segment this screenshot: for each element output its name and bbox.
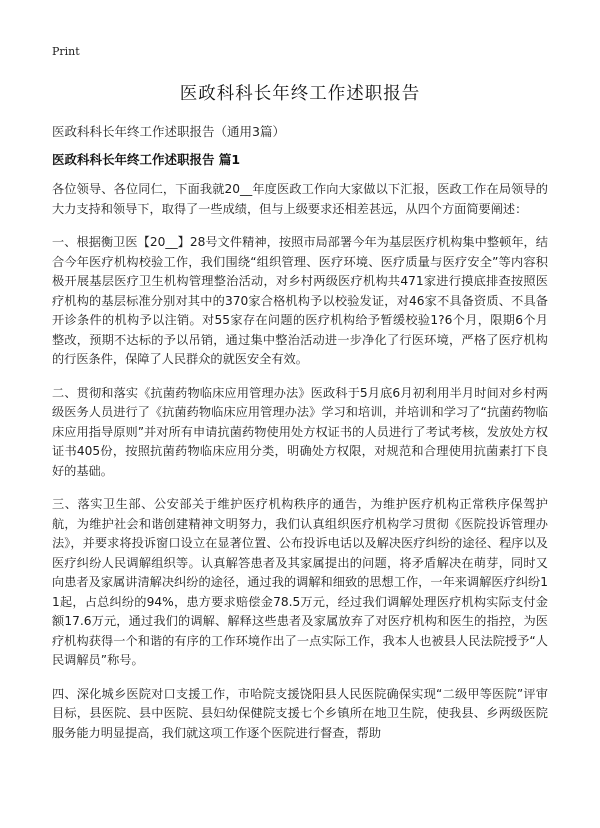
paragraph-4: 四、深化城乡医院对口支援工作，市哈院支援饶阳县人民医院确保实现“二级甲等医院”评审目标，县医院、县中医院、县妇幼保健院支援七个乡镇所在地卫生院，使我县、乡两级医院服务能力明显提高，我们就这项工作逐个医院进行督查，帮助 xyxy=(52,686,548,740)
page-title: 医政科科长年终工作述职报告 xyxy=(179,84,421,104)
document-body xyxy=(52,180,548,757)
paragraph-1: 一、根据衡卫医【20__】28号文件精神，按照市局部署今年为基层医疗机构集中整顿年，结合今年医疗机构校验工作，我们围绕“组织管理、医疗环境、医疗质量与医疗安全”等内容积极开展基层医疗卫生机构管理整治活动，对乡村两级医疗机构共471家进行摸底排查按照医疗机构的基层标准分别对其中的370家合格机构予以校验发证，对46家不具备资质、不具备开诊条件的机构予以注销。对55家存在问题的医疗机构给予暂缓校验1?6个月，限期6个月整改，预期不达标的予以吊销，通过集中整治活动进一步净化了行医环境，严格了医疗机构的行医条件，保障了人民群众的就医安全有效。 xyxy=(52,235,548,366)
section-heading: 医政科科长年终工作述职报告 篇1 xyxy=(52,152,241,167)
print-link[interactable]: Print xyxy=(52,45,80,58)
document-subtitle: 医政科科长年终工作述职报告（通用3篇） xyxy=(52,124,285,139)
paragraph-2: 二、贯彻和落实《抗菌药物临床应用管理办法》医政科于5月底6月初利用半月时间对乡村两级医务人员进行了《抗菌药物临床应用管理办法》学习和培训，并培训和学习了“抗菌药物临床应用指导原则”并对所有申请抗菌药物使用处方权证书的人员进行了考试考核，发放处方权证书405份，按照抗菌药物临床应用分类，明确处方权限，对规范和合理使用抗菌素打下良好的基础。 xyxy=(52,385,548,478)
paragraph-intro: 各位领导、各位同仁，下面我就20__年度医政工作向大家做以下汇报，医政工作在局领导的大力支持和领导下，取得了一些成绩，但与上级要求还相差甚远，从四个方面简要阐述： xyxy=(52,182,548,216)
paragraph-3: 三、落实卫生部、公安部关于维护医疗机构秩序的通告，为维护医疗机构正常秩序保驾护航，为维护社会和谐创建精神文明努力，我们认真组织医疗机构学习贯彻《医院投诉管理办法》，并要求将投诉窗口设立在显著位置、公布投诉电话以及解决医疗纠纷的途径、程序以及医疗纠纷人民调解组织等。认真解答患者及其家属提出的问题，将矛盾解决在萌芽，同时又向患者及家属讲清解决纠纷的途径，通过我的调解和细致的思想工作，一年来调解医疗纠纷11起，占总纠纷的94%，患方要求赔偿金78.5万元，经过我们调解处理医疗机构实际支付金额17.6万元，通过我们的调解、解释这些患者及家属放弃了对医疗机构和医生的指控，为医疗机构获得一个和谐的有序的工作环境作出了一点实际工作，我本人也被县人民法院授予“人民调解员”称号。 xyxy=(52,497,548,667)
